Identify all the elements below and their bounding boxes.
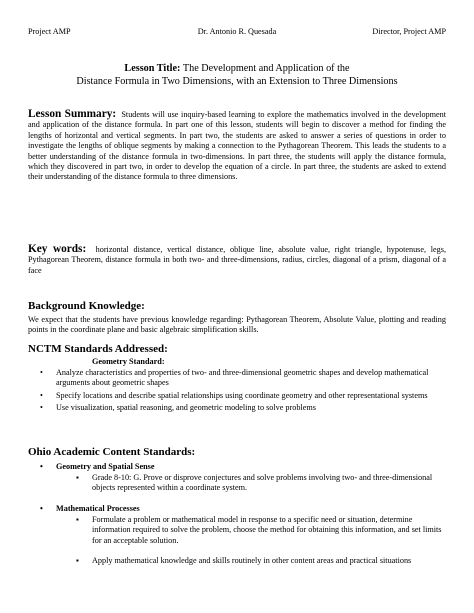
nctm-subheading: Geometry Standard: bbox=[92, 357, 165, 366]
lesson-title bbox=[0, 62, 474, 88]
list-item: • Analyze characteristics and properties of two- and three-dimensional geometric shapes and develop mathematical arguments about geometric shapes bbox=[28, 368, 446, 389]
header-project: Project AMP bbox=[28, 27, 71, 36]
nctm-heading: NCTM Standards Addressed: bbox=[28, 343, 168, 355]
lesson-summary-label: Lesson Summary: bbox=[28, 108, 117, 120]
ohio-geometry-label: • Geometry and Spatial Sense bbox=[28, 462, 446, 472]
lesson-title-line2: Distance Formula in Two Dimensions, with an Extension to Three Dimensions bbox=[76, 76, 398, 87]
page-header bbox=[28, 27, 446, 39]
key-words-text: horizontal distance, vertical distance, oblique line, absolute value, right triangle, hypotenuse, legs, Pythagorean Theorem, distance formula in both two- and three-dimensions, radius, circles, diagonal of a prism, diagonal of a face bbox=[28, 245, 446, 275]
list-item: ▪ Formulate a problem or mathematical model in response to a specific need or situation, determine information required to solve the problem, choose the method for obtaining this information, and set limits for an acceptable solution. bbox=[28, 515, 446, 546]
lesson-title-line1: The Development and Application of the bbox=[182, 63, 350, 74]
background-heading: Background Knowledge: bbox=[28, 300, 145, 312]
nctm-list bbox=[28, 368, 446, 416]
ohio-processes-label: • Mathematical Processes bbox=[28, 504, 446, 514]
list-item: ▪ Apply mathematical knowledge and skills routinely in other content areas and practical situations bbox=[28, 556, 446, 566]
lesson-summary-text: Students will use inquiry-based learning to explore the mathematics involved in the development and application of the distance formula. In part one of this lesson, students will begin to discover a method for finding the lengths of horizontal and vertical segments. In part two, the students are asked to answer a series of questions in order to investigate the lengths of oblique segments by making a connection to the Pythagorean Theorem. This leads the students to a better understanding of the distance formula in two-dimensions. In part three, the students will apply the distance formula, which they discovered in part two, in order to develop the equation of a circle. In part three, the students are asked to extend their understanding of the distance formula to three dimensions. bbox=[28, 110, 447, 182]
ohio-geometry-items bbox=[28, 473, 446, 496]
list-item: • Use visualization, spatial reasoning, and geometric modeling to solve problems bbox=[28, 403, 446, 413]
ohio-heading: Ohio Academic Content Standards: bbox=[28, 446, 196, 458]
key-words-label: Key words: bbox=[28, 243, 87, 255]
ohio-processes-items-2 bbox=[28, 556, 446, 568]
list-item: • Specify locations and describe spatial relationships using coordinate geometry and other representational systems bbox=[28, 391, 446, 401]
list-item: ▪ Grade 8-10: G. Prove or disprove conjectures and solve problems involving two- and three-dimensional objects represented within a coordinate system. bbox=[28, 473, 446, 494]
lesson-summary bbox=[28, 109, 446, 183]
header-director: Director, Project AMP bbox=[372, 27, 446, 36]
header-author: Dr. Antonio R. Quesada bbox=[197, 27, 277, 36]
background-text: We expect that the students have previous knowledge regarding: Pythagorean Theorem, Absolute Value, plotting and reading points in the coordinate plane and basic algebraic simplification skills. bbox=[28, 315, 446, 335]
ohio-processes-items-1 bbox=[28, 515, 446, 548]
key-words bbox=[28, 244, 446, 276]
lesson-title-label: Lesson Title: bbox=[124, 63, 181, 74]
